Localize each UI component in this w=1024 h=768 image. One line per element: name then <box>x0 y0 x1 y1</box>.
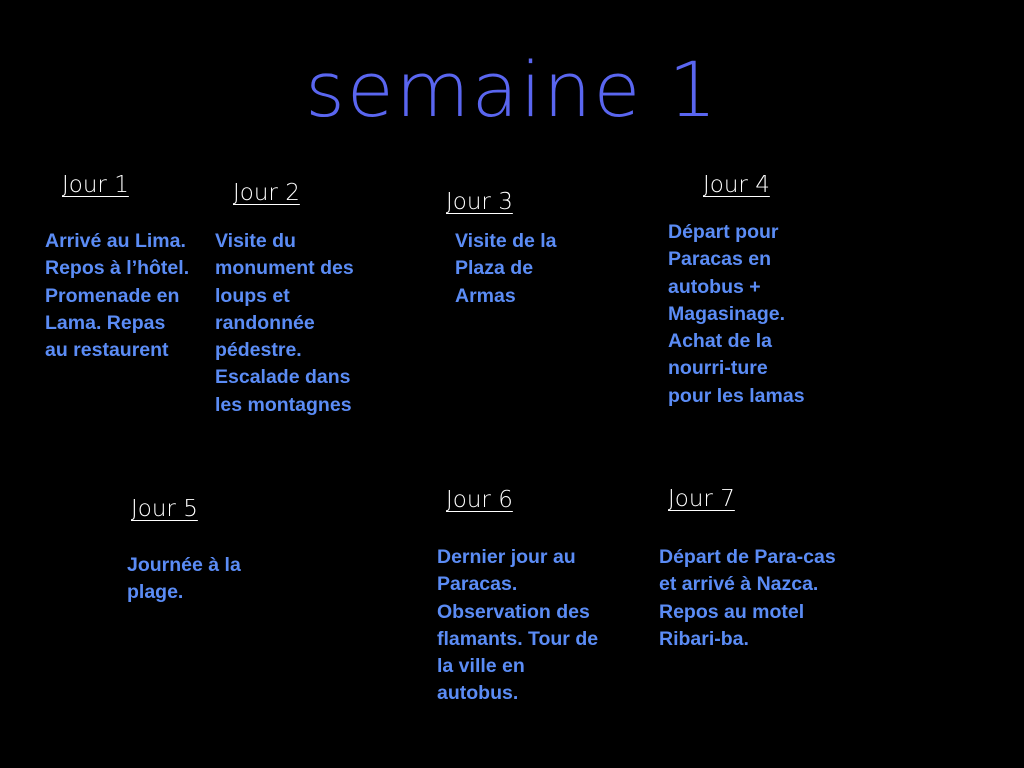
day-6-description: Dernier jour au Paracas. Observation des flamants. Tour de la ville en autobus. <box>437 546 599 705</box>
slide-title: semaine 1 <box>305 45 719 134</box>
day-5-description: Journée à la plage. <box>127 554 241 604</box>
day-4-heading: Jour 4 <box>703 172 770 198</box>
day-3-heading: Jour 3 <box>446 189 513 215</box>
day-7-heading: Jour 7 <box>668 486 735 512</box>
day-4-description: Départ pour Paracas en autobus + Magasinage. Achat de la nourri-ture pour les lamas <box>668 221 805 407</box>
day-5-heading: Jour 5 <box>131 496 198 522</box>
day-7-description: Départ de Para-cas et arrivé à Nazca. Repos au motel Ribari-ba. <box>659 546 836 650</box>
day-2-heading: Jour 2 <box>233 180 300 206</box>
day-6-heading: Jour 6 <box>446 487 513 513</box>
day-1-description: Arrivé au Lima. Repos à l’hôtel. Promenade en Lama. Repas au restaurent <box>45 230 190 362</box>
day-1-heading: Jour 1 <box>62 172 129 198</box>
day-2-description: Visite du monument des loups et randonnée pédestre. Escalade dans les montagnes <box>215 230 354 416</box>
day-3-description: Visite de la Plaza de Armas <box>455 230 557 307</box>
